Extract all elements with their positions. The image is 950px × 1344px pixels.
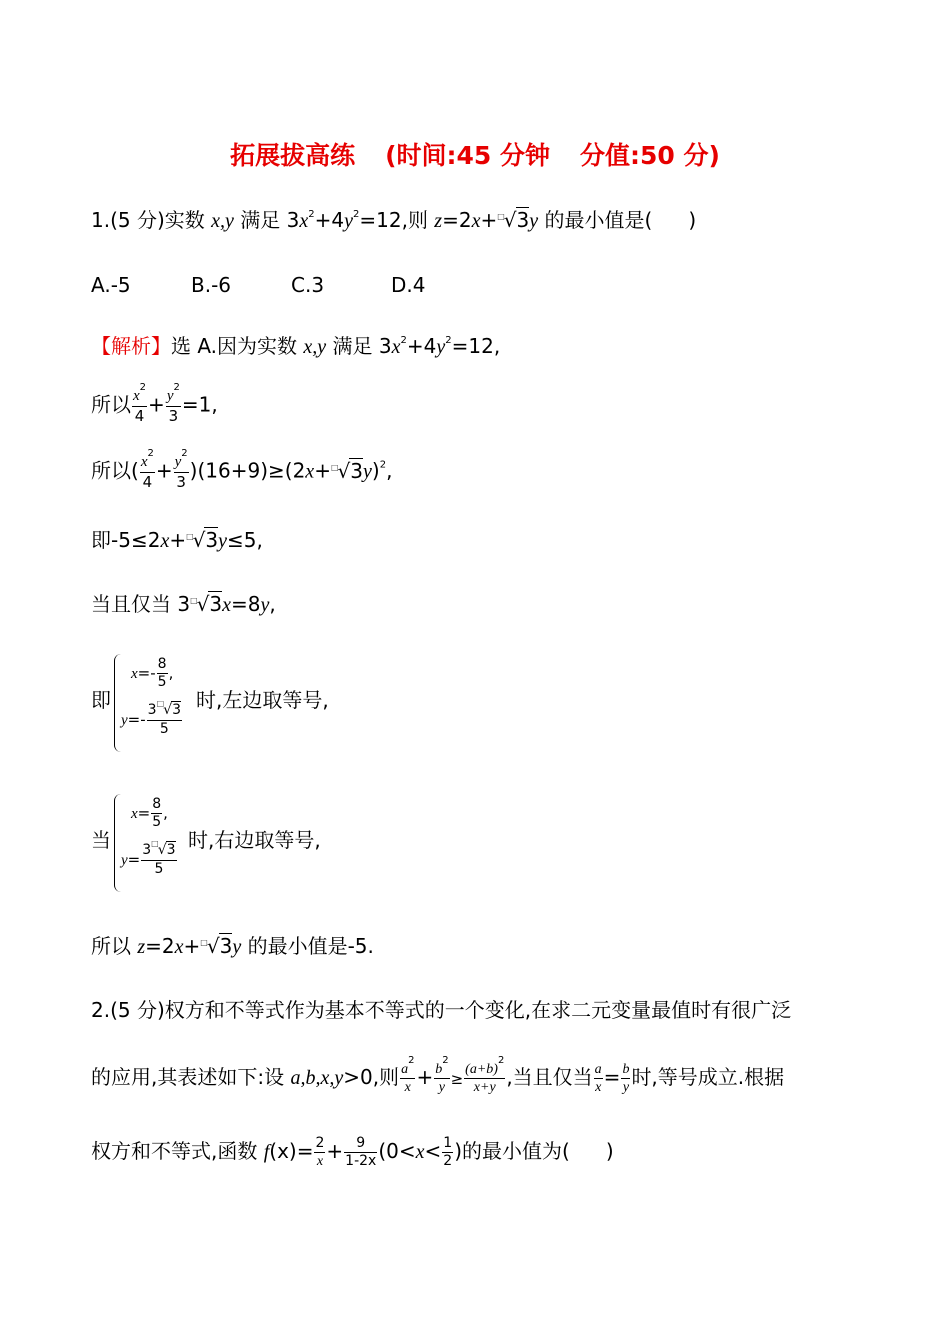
analysis-line-4: 即-5≤2x+□√3y≤5,	[91, 528, 263, 552]
analysis-line-1: 【解析】选 A.因为实数 x,y 满足 $3x^2+4y^2=12$,	[91, 334, 501, 358]
analysis-tag: 【解析】	[91, 334, 171, 358]
title-score: 分值:50 分)	[580, 141, 720, 170]
fraction-x2-over-4: $\frac{x^2}{4}$	[133, 382, 147, 425]
radical-symbol: □√3	[186, 528, 219, 552]
analysis-line-2: 所以 $\frac{x^2}{4}$ + $\frac{y^2}{3}$ =1,	[91, 382, 218, 425]
radical-symbol: □√3	[330, 458, 363, 483]
analysis-line-3: 所以( $\frac{x^2}{4}$ + $\frac{y^2}{3}$ )$(16+9)\ge(2x+^□√3y)^2$,	[91, 448, 393, 491]
option-a: A.-5	[91, 273, 131, 297]
radical-symbol: □√3	[190, 592, 223, 616]
radical-symbol: □√3	[497, 208, 530, 232]
option-d: D.4	[391, 273, 426, 297]
option-c: C.3	[291, 273, 325, 297]
radical-symbol: □√3	[156, 699, 181, 718]
radical-symbol: □√3	[151, 839, 176, 858]
option-b: B.-6	[191, 273, 232, 297]
title-main: 拓展拔高练	[230, 141, 356, 170]
analysis-line-5: 当且仅当 3□√3x=8y,	[91, 592, 276, 616]
title-time: (时间:45 分钟	[385, 141, 550, 170]
question-2-line-2: 的应用,其表述如下:设 a,b,x,y>0,则 $\frac{a^2}{x}$ + $\frac{b^2}{y}$ ≥ $\frac{(a+b)^2}{x+y}$ ,当且仅当 $\frac{a}{x}$ = $\frac{b}{y}$ 时,等号成立.根据	[91, 1055, 785, 1095]
equation-system-left: 即 x=- $\frac{8}{5}$ , y=- $\frac{3^□√3}{5}$ 时,左边取等号,	[91, 652, 411, 756]
fraction-y2-over-3: $\frac{y^2}{3}$	[166, 382, 180, 425]
question-2-line-1: 2.(5 分)权方和不等式作为基本不等式的一个变化,在求二元变量最值时有很广泛	[91, 998, 792, 1022]
analysis-conclusion: 所以 z=2x+□√3y 的最小值是-5.	[91, 934, 374, 958]
page-title	[0, 136, 950, 172]
question-2-line-3: 权方和不等式,函数 f(x)= $\frac{2}{x}$ + $\frac{9}{1-2x}$ (0<x< $\frac{1}{2}$ )的最小值为( )	[91, 1135, 614, 1169]
radical-symbol: □√3	[200, 934, 233, 958]
equation-system-right: 当 x= $\frac{8}{5}$ , y= $\frac{3^□√3}{5}$ 时,右边取等号,	[91, 792, 411, 896]
question-1-stem: 1.(5 分)实数 x,y 满足 $3x^2+4y^2=12$,则 z=2x+□√3y 的最小值是( )	[91, 208, 697, 232]
